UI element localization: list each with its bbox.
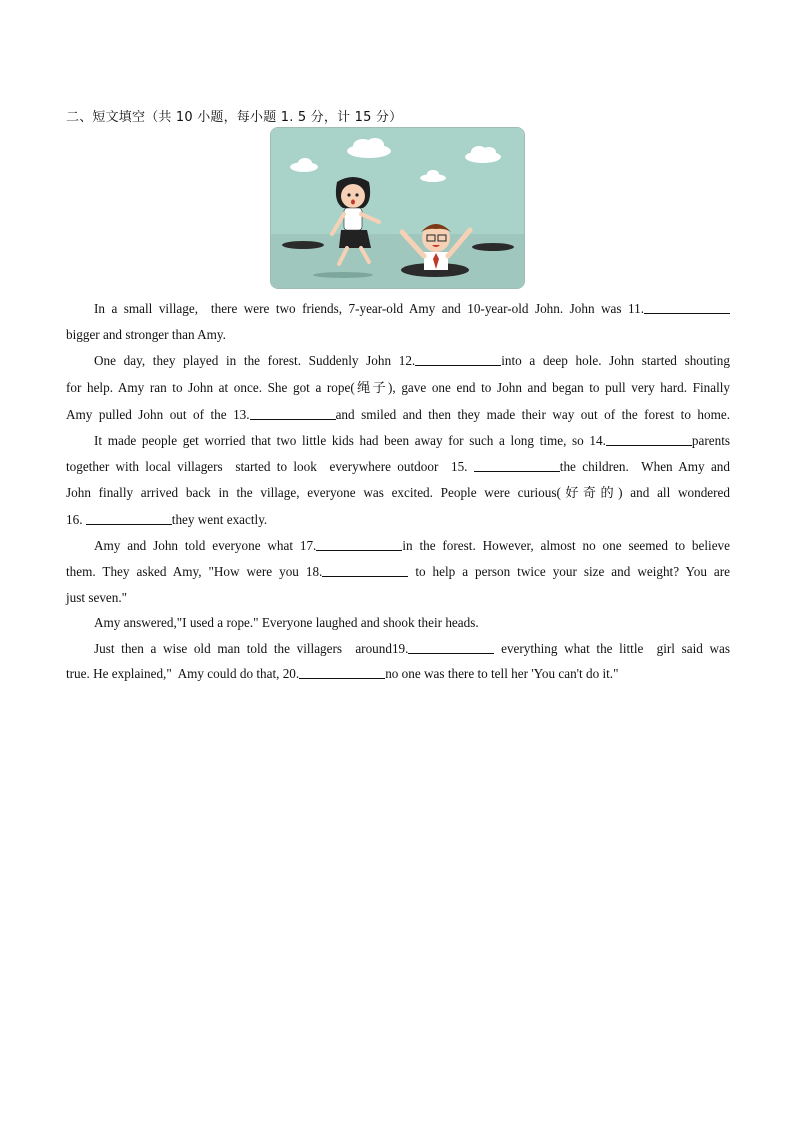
answer-blank-16[interactable] bbox=[86, 510, 172, 525]
passage-line bbox=[66, 533, 730, 559]
passage-line bbox=[66, 347, 730, 374]
passage-line bbox=[66, 401, 730, 428]
passage-line bbox=[66, 322, 730, 348]
girl-pulling-boy-out-of-hole-illustration bbox=[270, 127, 525, 289]
passage-text: and smiled and then they made their way out of the forest to home. bbox=[335, 407, 730, 423]
passage-line bbox=[66, 610, 730, 636]
passage-line bbox=[66, 428, 730, 454]
passage-line bbox=[66, 374, 730, 401]
passage-text: Just then a wise old man told the villagers around19. bbox=[94, 640, 409, 656]
passage-text: Amy and John told everyone what 17. bbox=[94, 538, 317, 554]
passage-line bbox=[66, 296, 730, 322]
answer-blank-18[interactable] bbox=[322, 562, 408, 577]
passage-text: to help a person twice your size and weight? You are bbox=[408, 563, 731, 579]
passage-text: In a small village, there were two friends, 7-year-old Amy and 10-year-old John. John was 11. bbox=[94, 301, 644, 316]
passage-line bbox=[66, 506, 730, 533]
passage-text: just seven." bbox=[66, 589, 128, 605]
passage-line bbox=[66, 479, 730, 506]
passage-text: It made people get worried that two little kids had been away for such a long time, so 14. bbox=[94, 433, 606, 449]
passage-text: in the forest. However, almost no one seemed to believe bbox=[402, 538, 731, 554]
answer-blank-15[interactable] bbox=[474, 457, 560, 472]
answer-blank-11[interactable] bbox=[644, 299, 730, 314]
passage-text: John finally arrived back in the village, everyone was excited. People were curious(好奇的) and all wondered bbox=[66, 485, 730, 501]
answer-blank-14[interactable] bbox=[606, 431, 692, 446]
answer-blank-17[interactable] bbox=[316, 536, 402, 551]
passage-text: One day, they played in the forest. Suddenly John 12. bbox=[94, 353, 416, 369]
section-heading: 二、短文填空（共 10 小题，每小题 1. 5 分，计 15 分） bbox=[66, 110, 403, 125]
passage-text: together with local villagers started to look everywhere outdoor 15. bbox=[66, 458, 474, 474]
answer-blank-19[interactable] bbox=[408, 639, 494, 654]
passage-line bbox=[66, 661, 730, 687]
passage-text: bigger and stronger than Amy. bbox=[66, 326, 226, 342]
passage-text: the children. When Amy and bbox=[559, 458, 730, 474]
passage-text: no one was there to tell her 'You can't do it." bbox=[385, 666, 619, 682]
passage-text: Amy answered,"I used a rope." Everyone laughed and shook their heads. bbox=[94, 615, 479, 631]
passage-text: into a deep hole. John started shouting bbox=[501, 353, 730, 369]
passage-text: true. He explained," Amy could do that, 20. bbox=[66, 666, 300, 682]
passage-text: parents bbox=[691, 433, 730, 449]
passage bbox=[66, 296, 730, 687]
answer-blank-12[interactable] bbox=[415, 351, 501, 366]
answer-blank-20[interactable] bbox=[299, 664, 385, 679]
passage-text: 16. bbox=[66, 512, 86, 528]
passage-text: for help. Amy ran to John at once. She got a rope(绳子), gave one end to John and began to pull very hard. Finally bbox=[66, 380, 730, 396]
passage-text: they went exactly. bbox=[171, 512, 268, 528]
passage-line bbox=[66, 636, 730, 662]
passage-text: them. They asked Amy, "How were you 18. bbox=[66, 563, 323, 579]
answer-blank-13[interactable] bbox=[250, 405, 336, 420]
passage-text: Amy pulled John out of the 13. bbox=[66, 407, 250, 423]
passage-line bbox=[66, 559, 730, 585]
passage-line bbox=[66, 585, 730, 611]
passage-line bbox=[66, 454, 730, 480]
passage-text: everything what the little girl said was bbox=[494, 640, 730, 656]
